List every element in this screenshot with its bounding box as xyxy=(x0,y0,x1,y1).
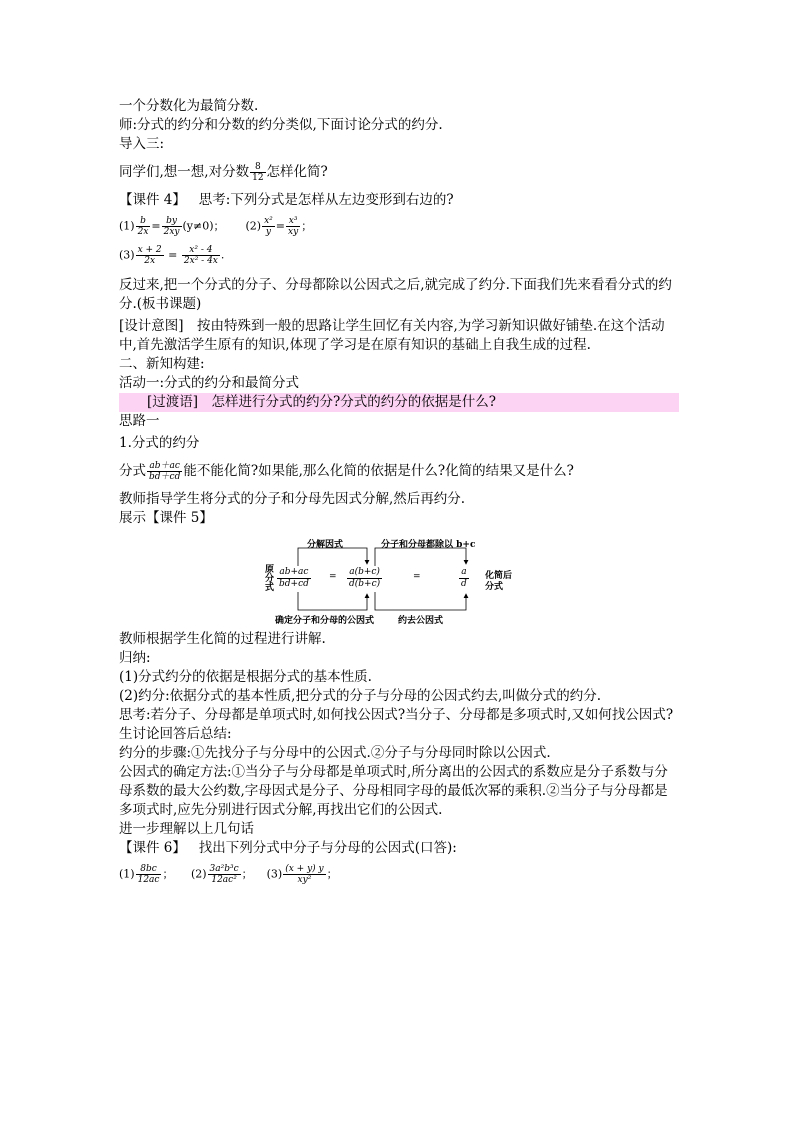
courseware-tag: 【课件 4】 xyxy=(119,192,186,208)
equals-sign: = xyxy=(151,219,161,233)
denominator: bd+cd xyxy=(279,579,309,589)
fraction xyxy=(208,864,241,885)
equals-sign: = xyxy=(329,572,337,582)
text-line: 导入三: xyxy=(119,136,165,152)
numerator: x² - 4 xyxy=(182,245,220,256)
text-line: 教师指导学生将分式的分子和分母先因式分解,然后再约分. xyxy=(119,491,466,507)
text-fragment: 找出下列分式中分子与分母的公因式(口答): xyxy=(198,840,457,856)
exercise-row-2 xyxy=(119,245,679,266)
denominator: 2x xyxy=(137,227,149,237)
denominator: 12ac xyxy=(137,875,160,885)
fraction xyxy=(136,216,151,237)
subheading: 1.分式的约分 xyxy=(119,435,200,451)
fraction xyxy=(262,216,275,237)
diagram-fraction-2 xyxy=(347,567,382,590)
numerator: x + 2 xyxy=(137,245,162,255)
courseware-6-heading xyxy=(119,839,679,858)
denominator: xy xyxy=(288,227,299,237)
punctuation: ； xyxy=(326,867,338,881)
fraction xyxy=(182,245,220,266)
text-fragment: 怎样化简? xyxy=(266,164,328,180)
denominator: y xyxy=(265,227,271,237)
text-line: 进一步理解以上几句话 xyxy=(119,821,254,837)
numerator: (x + y) y xyxy=(285,864,324,874)
punctuation: ； xyxy=(301,219,313,233)
numerator: by xyxy=(162,216,182,227)
denominator: 2x² - 4x xyxy=(183,256,218,266)
numerator: x² xyxy=(264,216,273,226)
document-body xyxy=(119,97,679,885)
label-factorize: 分解因式 xyxy=(307,540,344,550)
paragraph-common-factor: 公因式的确定方法:①当分子与分母都是单项式时,所分离出的公因式的系数应是分子系数与分母系数的最大公约数,字母因式是分子、分母相同字母的最低次幂的乘积.②当分子与分母都是多项式时,应先分别进行因式分解,再找出它们的公因式. xyxy=(119,764,668,818)
denominator: 2xy xyxy=(163,227,180,237)
equals-sign: = xyxy=(275,219,286,233)
equals-sign: = xyxy=(413,572,421,582)
exercise-label: (1) xyxy=(119,219,135,233)
label-divide: 分子和分母都除以 b+c xyxy=(381,540,476,550)
text-fragment: 分式 xyxy=(119,463,146,479)
numerator: a(b+c) xyxy=(347,567,382,579)
exercise-label: (3) xyxy=(266,867,283,881)
diagram-fraction-3 xyxy=(459,567,469,590)
label-common-factor: 确定分子和分母的公因式 xyxy=(275,616,375,626)
numerator: ab+ac xyxy=(277,567,311,579)
text-line-fraction-question xyxy=(119,461,679,482)
text-line: 生讨论回答后总结: xyxy=(119,726,232,742)
denominator: bd＋cd xyxy=(149,472,181,482)
paragraph-think: 思考:若分子、分母都是单项式时,如何找公因式?当分子、分母都是多项式时,又如何找公因式? xyxy=(119,707,674,723)
section-heading: 二、新知构建: xyxy=(119,356,205,372)
exercise-label: (2) xyxy=(245,219,262,233)
text-line: 师:分式的约分和分数的约分类似,下面讨论分式的约分. xyxy=(119,117,443,133)
fraction xyxy=(283,864,325,885)
text-line: (1)分式约分的依据是根据分式的基本性质. xyxy=(119,669,372,685)
fraction-8-12 xyxy=(250,162,265,183)
label-simplified: 化简后 xyxy=(485,571,513,581)
numerator: b xyxy=(136,216,151,227)
fraction xyxy=(147,461,182,482)
courseware-4-heading xyxy=(119,191,679,210)
text-line: 一个分数化为最简分数. xyxy=(119,98,259,114)
numerator: 3a²b³c xyxy=(209,864,239,874)
denominator: 12 xyxy=(252,173,264,183)
exercise-label: (3) xyxy=(119,248,135,262)
numerator: ab＋ac xyxy=(147,461,182,472)
fraction xyxy=(136,864,162,885)
text-fragment: 思考:下列分式是怎样从左边变形到右边的? xyxy=(198,192,454,208)
denominator: 12ac² xyxy=(211,875,237,885)
denominator: d(b+c) xyxy=(349,579,381,589)
fraction xyxy=(286,216,300,237)
text-fragment: 同学们,想一想,对分数 xyxy=(119,164,250,180)
punctuation: ； xyxy=(241,867,253,881)
numerator: x³ xyxy=(286,216,300,227)
fraction xyxy=(136,245,164,266)
activity-heading: 活动一:分式的约分和最简分式 xyxy=(119,375,300,391)
denominator: xy² xyxy=(297,875,312,885)
equals-sign: = xyxy=(168,248,178,262)
fraction xyxy=(162,216,182,237)
text-line: 归纳: xyxy=(119,650,151,666)
numerator: a xyxy=(459,567,469,579)
exercise-label: (1) xyxy=(119,867,135,881)
punctuation: . xyxy=(220,248,225,262)
reduction-diagram xyxy=(263,534,563,626)
numerator: 8bc xyxy=(136,864,162,875)
text-line: 教师根据学生化简的过程进行讲解. xyxy=(119,631,326,647)
exercise-label: (2) xyxy=(190,867,207,881)
text-line-fraction-question xyxy=(119,162,679,183)
denominator: d xyxy=(461,579,467,589)
text-fragment: 能不能化简?如果能,那么化简的依据是什么?化简的结果又是什么? xyxy=(183,463,574,479)
label-original: 原分式 xyxy=(265,565,275,593)
diagram-fraction-1 xyxy=(277,567,311,590)
paragraph-design-intent: [设计意图] 按由特殊到一般的思路让学生回忆有关内容,为学习新知识做好铺垫.在这个活动中,首先激活学生原有的知识,体现了学习是在原有知识的基础上自我生成的过程. xyxy=(119,318,665,353)
condition: (y≠0)； xyxy=(182,219,225,233)
transition-highlight: [过渡语] 怎样进行分式的约分?分式的约分的依据是什么? xyxy=(119,393,679,412)
text-line: 思路一 xyxy=(119,413,160,429)
punctuation: ； xyxy=(162,867,174,881)
text-line: 约分的步骤:①先找分子与分母中的公因式.②分子与分母同时除以公因式. xyxy=(119,745,551,761)
label-cancel: 约去公因式 xyxy=(398,616,444,626)
exercise-row-1 xyxy=(119,216,679,237)
exercise-row-3 xyxy=(119,864,679,885)
text-line: 展示【课件 5】 xyxy=(119,510,213,526)
denominator: 2x xyxy=(144,256,156,266)
paragraph-reverse: 反过来,把一个分式的分子、分母都除以公因式之后,就完成了约分.下面我们先来看看分式的约分.(板书课题) xyxy=(119,277,672,312)
numerator: 8 xyxy=(250,162,265,173)
courseware-tag: 【课件 6】 xyxy=(119,840,186,856)
text-line: (2)约分:依据分式的基本性质,把分式的分子与分母的公因式约去,叫做分式的约分. xyxy=(119,688,602,704)
label-fraction: 分式 xyxy=(485,582,504,592)
